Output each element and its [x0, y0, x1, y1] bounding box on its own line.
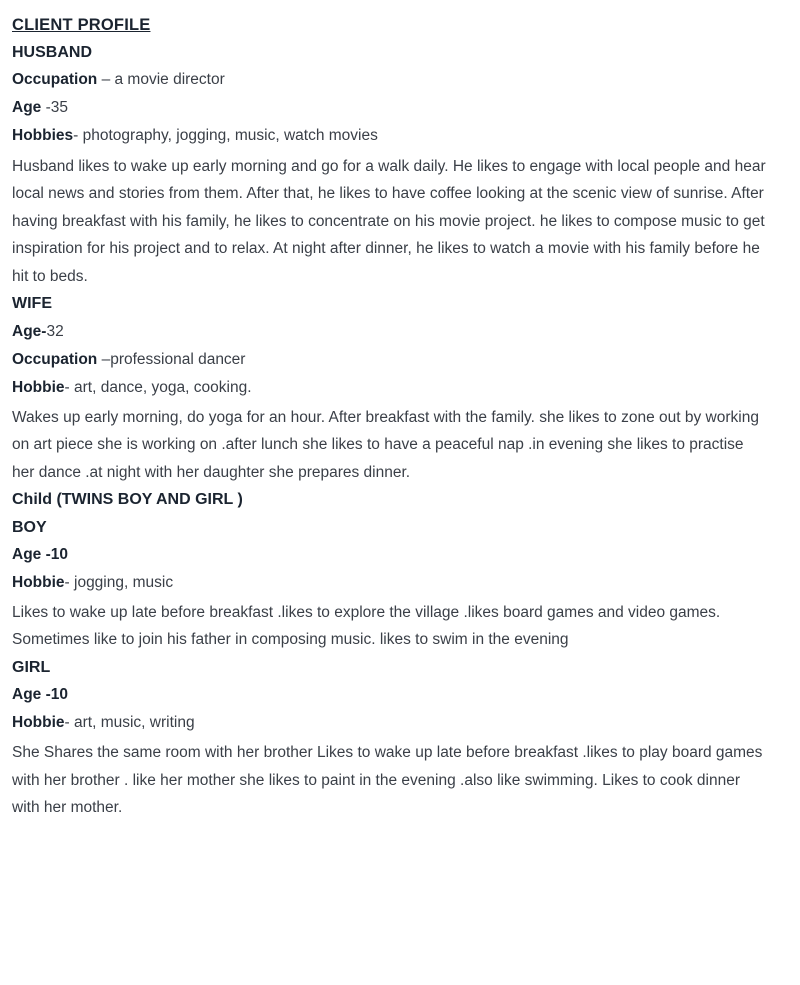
section-paragraph: Likes to wake up late before breakfast .likes to explore the village .likes board games and video games. Sometimes like to join his father in composing music. likes to swim in the evening [12, 603, 721, 649]
field-value: 32 [46, 322, 64, 340]
section-child [12, 488, 770, 511]
field-hobbie [12, 376, 770, 400]
section-paragraph: She Shares the same room with her brother Likes to wake up late before breakfast .likes to play board games with her brother . like her mother she likes to paint in the evening .also like swimming. Likes to cook dinner with her mother. [12, 744, 763, 817]
field-label: Age -10 [12, 545, 68, 563]
section-husband [12, 41, 770, 290]
field-value: - jogging, music [64, 573, 174, 591]
field-label: Occupation [12, 350, 98, 368]
field-value: - photography, jogging, music, watch movies [73, 127, 378, 145]
section-heading: GIRL [12, 658, 51, 676]
section-wife [12, 292, 770, 486]
field-label: Occupation [12, 71, 98, 89]
field-age [12, 683, 770, 707]
field-value: -35 [41, 99, 69, 117]
section-heading: WIFE [12, 295, 52, 313]
field-hobbie [12, 711, 770, 735]
field-label: Hobbie [12, 378, 65, 396]
field-label: Hobbie [12, 714, 65, 732]
field-age [12, 96, 770, 120]
field-label: Age -10 [12, 686, 68, 704]
section-girl [12, 656, 770, 822]
section-boy [12, 516, 770, 654]
page-title: CLIENT PROFILE [12, 16, 151, 34]
section-heading: BOY [12, 518, 47, 536]
field-age [12, 320, 770, 344]
field-value: –professional dancer [97, 350, 246, 368]
section-heading: Child (TWINS BOY AND GIRL ) [12, 491, 243, 509]
section-heading: HUSBAND [12, 44, 92, 62]
field-value: - art, dance, yoga, cooking. [64, 378, 252, 396]
field-label: Age- [12, 322, 47, 340]
field-occupation [12, 348, 770, 372]
field-hobbies [12, 124, 770, 148]
field-occupation [12, 68, 770, 92]
field-label: Age [12, 99, 42, 117]
section-paragraph: Husband likes to wake up early morning and go for a walk daily. He likes to engage with local people and hear local news and stories from them. After that, he likes to have coffee looking at the scenic view of sunrise. After having breakfast with his family, he likes to concentrate on his movie project. he likes to compose music to get inspiration for his project and to relax. At night after dinner, he likes to watch a movie with his family before he hit to beds. [12, 157, 766, 285]
section-paragraph: Wakes up early morning, do yoga for an hour. After breakfast with the family. she likes to zone out by working on art piece she is working on .after lunch she likes to have a peaceful nap .in evening she likes to practise her dance .at night with her daughter she prepares dinner. [12, 408, 759, 481]
field-hobbie [12, 571, 770, 595]
field-age [12, 543, 770, 567]
field-label: Hobbies [12, 127, 74, 145]
field-value: – a movie director [97, 71, 225, 89]
field-value: - art, music, writing [64, 714, 195, 732]
field-label: Hobbie [12, 573, 65, 591]
